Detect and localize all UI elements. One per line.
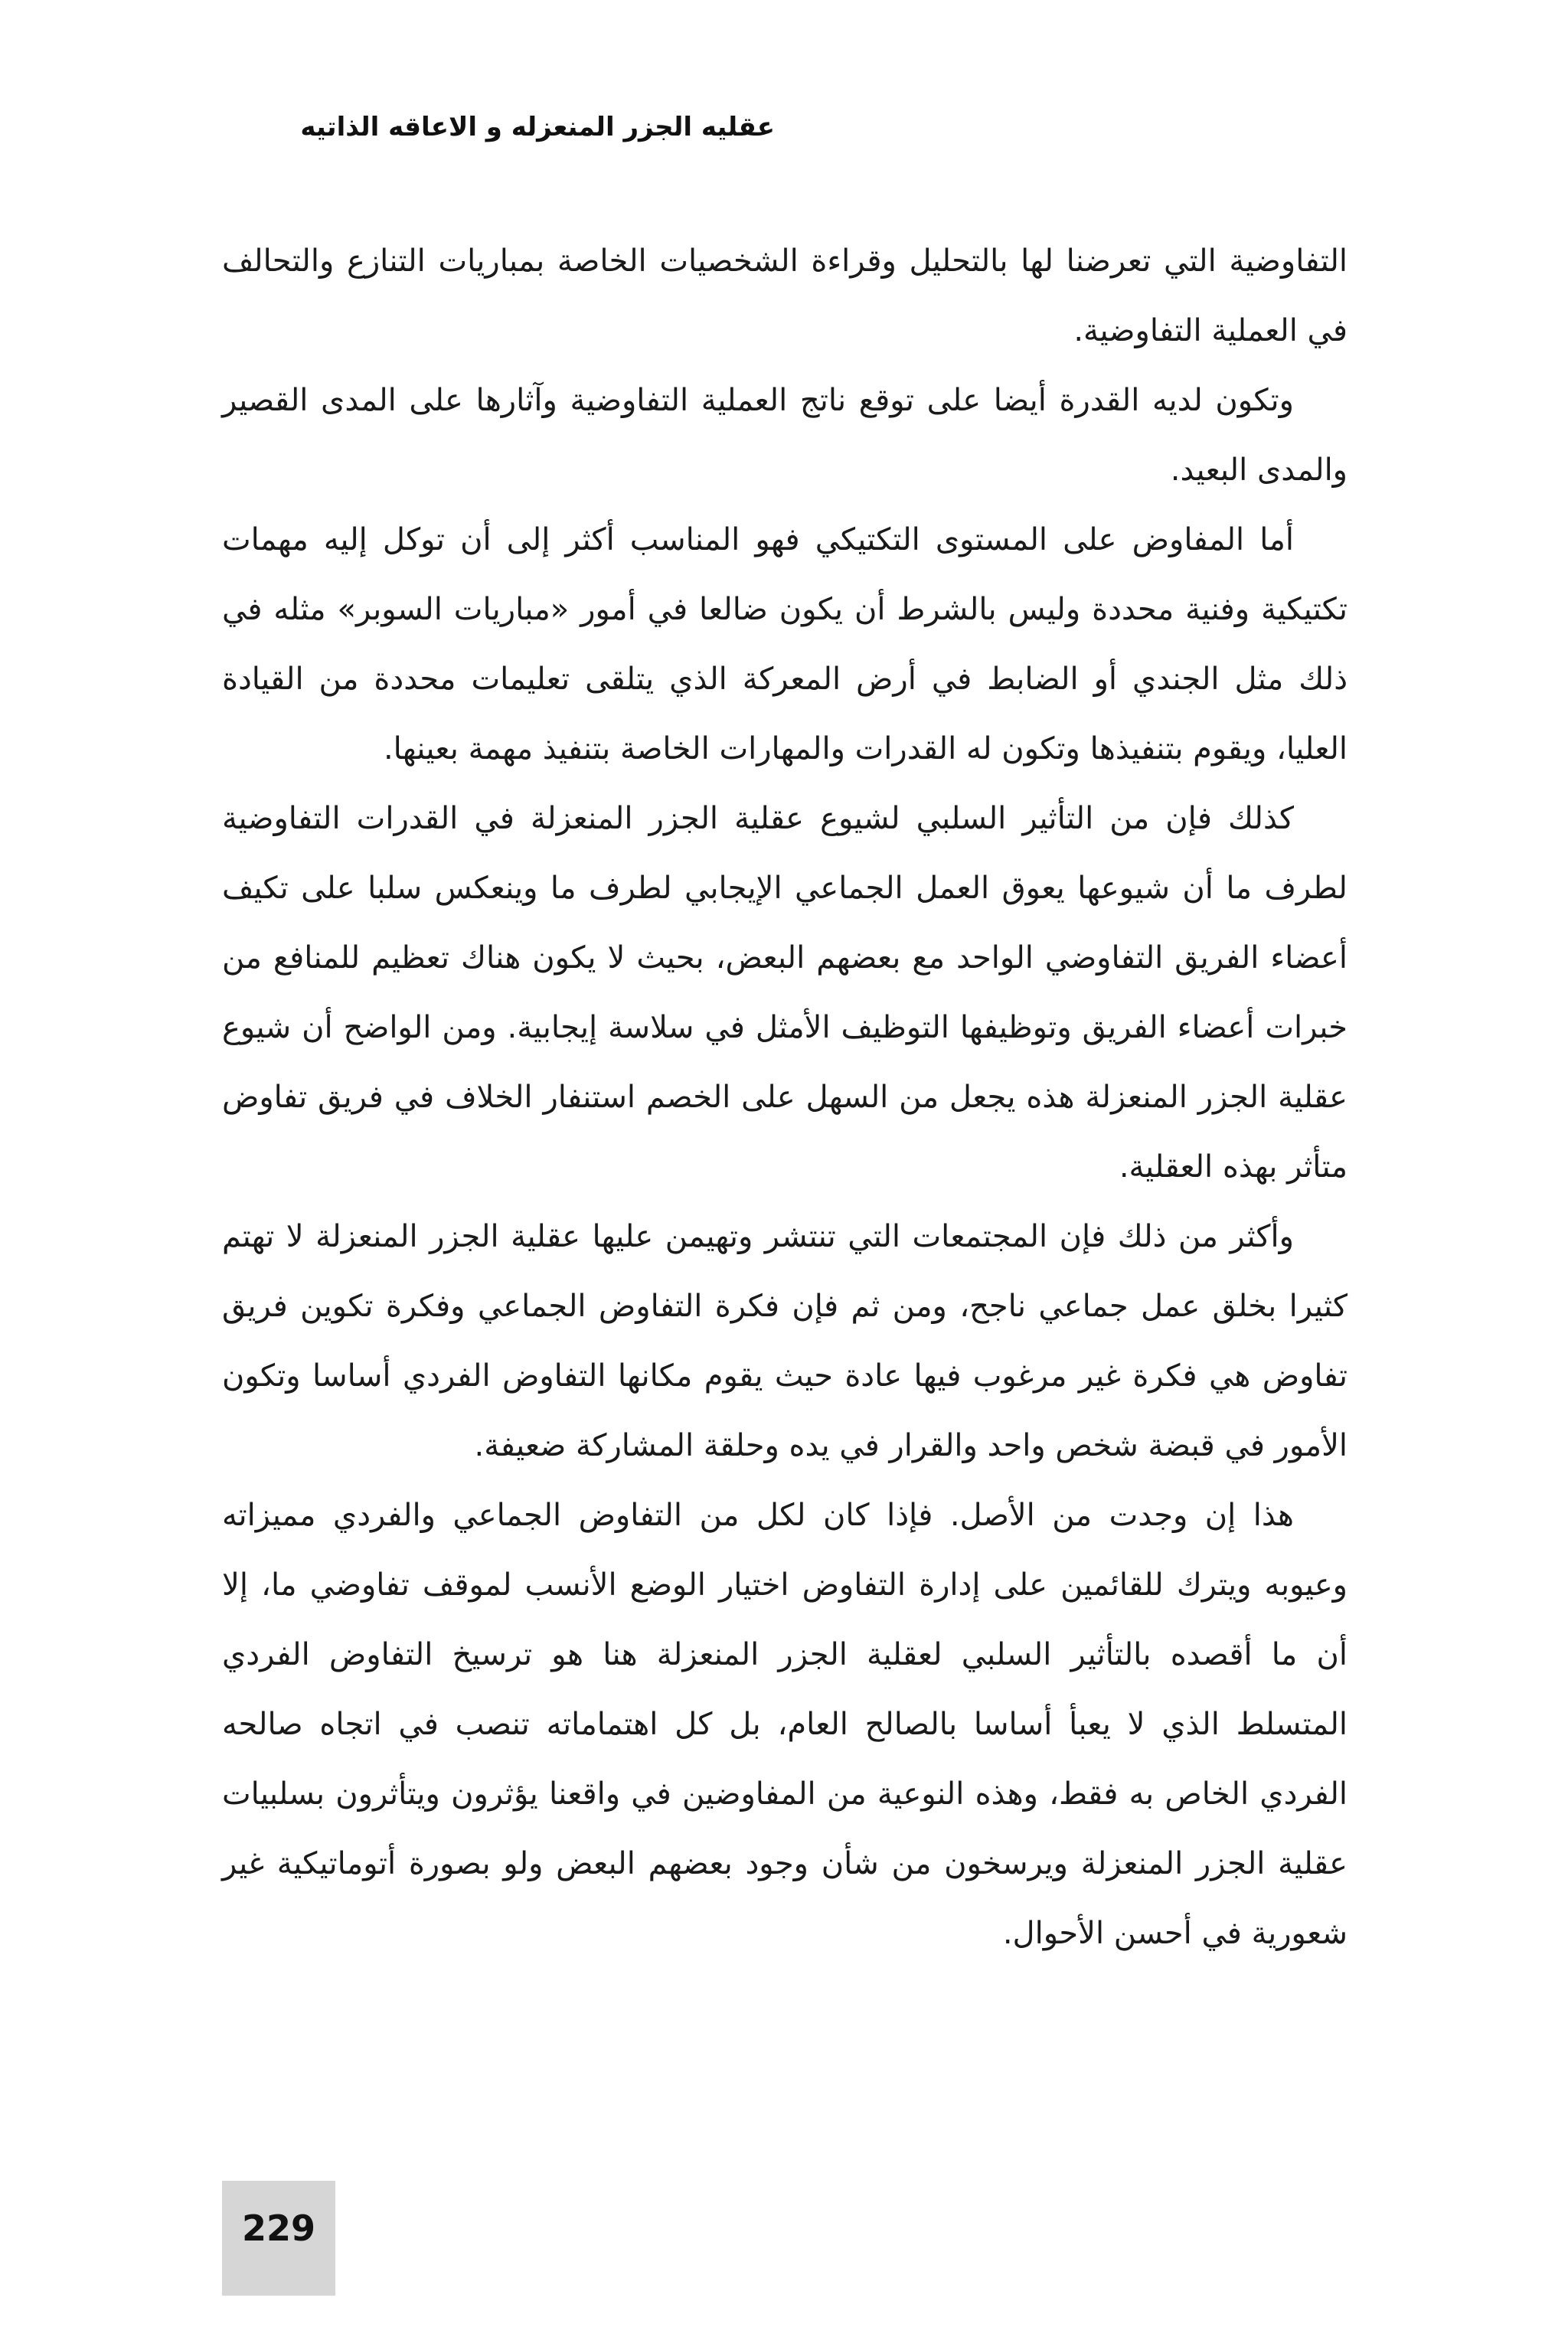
page-number: 229 xyxy=(241,2208,316,2249)
paragraph-3: أما المفاوض على المستوى التكتيكي فهو المناسب أكثر إلى أن توكل إليه مهمات تكتيكية وفنية محددة وليس بالشرط أن يكون ضالعا في أمور «مباريات السوبر» مثله في ذلك مثل الجندي أو الضابط في أرض المعركة الذي يتلقى تعليمات محددة من القيادة العليا، ويقوم بتنفيذها وتكون له القدرات والمهارات الخاصة بتنفيذ مهمة بعينها. xyxy=(222,522,1348,766)
paragraph-1: التفاوضية التي تعرضنا لها بالتحليل وقراءة الشخصيات الخاصة بمباريات التنازع والتحالف في العملية التفاوضية. xyxy=(222,243,1348,348)
paragraph-2: وتكون لديه القدرة أيضا على توقع ناتج العملية التفاوضية وآثارها على المدى القصير والمدى البعيد. xyxy=(222,383,1348,488)
paragraph-6: هذا إن وجدت من الأصل. فإذا كان لكل من التفاوض الجماعي والفردي مميزاته وعيوبه ويترك للقائمين على إدارة التفاوض اختيار الوضع الأنسب لموقف تفاوضي ما، إلا أن ما أقصده بالتأثير السلبي لعقلية الجزر المنعزلة هنا هو ترسيخ التفاوض الفردي المتسلط الذي لا يعبأ أساسا بالصالح العام، بل كل اهتماماته تنصب في اتجاه صالحه الفردي الخاص به فقط، وهذه النوعية من المفاوضين في واقعنا يؤثرون ويتأثرون بسلبيات عقلية الجزر المنعزلة ويرسخون من شأن وجود بعضهم البعض ولو بصورة أتوماتيكية غير شعورية في أحسن الأحوال. xyxy=(222,1498,1348,1951)
paragraph-5: وأكثر من ذلك فإن المجتمعات التي تنتشر وتهيمن عليها عقلية الجزر المنعزلة لا تهتم كثيرا بخلق عمل جماعي ناجح، ومن ثم فإن فكرة التفاوض الجماعي وفكرة تكوين فريق تفاوض هي فكرة غير مرغوب فيها عادة حيث يقوم مكانها التفاوض الفردي أساسا وتكون الأمور في قبضة شخص واحد والقرار في يده وحلقة المشاركة ضعيفة. xyxy=(222,1219,1348,1463)
body-text xyxy=(222,227,1348,1969)
running-header-title: عقليه الجزر المنعزله و الاعاقه الذاتيه xyxy=(300,112,775,142)
paragraph-4: كذلك فإن من التأثير السلبي لشيوع عقلية الجزر المنعزلة في القدرات التفاوضية لطرف ما أن شيوعها يعوق العمل الجماعي الإيجابي لطرف ما وينعكس سلبا على تكيف أعضاء الفريق التفاوضي الواحد مع بعضهم البعض، بحيث لا يكون هناك تعظيم للمنافع من خبرات أعضاء الفريق وتوظيفها التوظيف الأمثل في سلاسة إيجابية. ومن الواضح أن شيوع عقلية الجزر المنعزلة هذه يجعل من السهل على الخصم استنفار الخلاف في فريق تفاوض متأثر بهذه العقلية. xyxy=(222,801,1348,1185)
page-number-box xyxy=(222,2181,335,2296)
